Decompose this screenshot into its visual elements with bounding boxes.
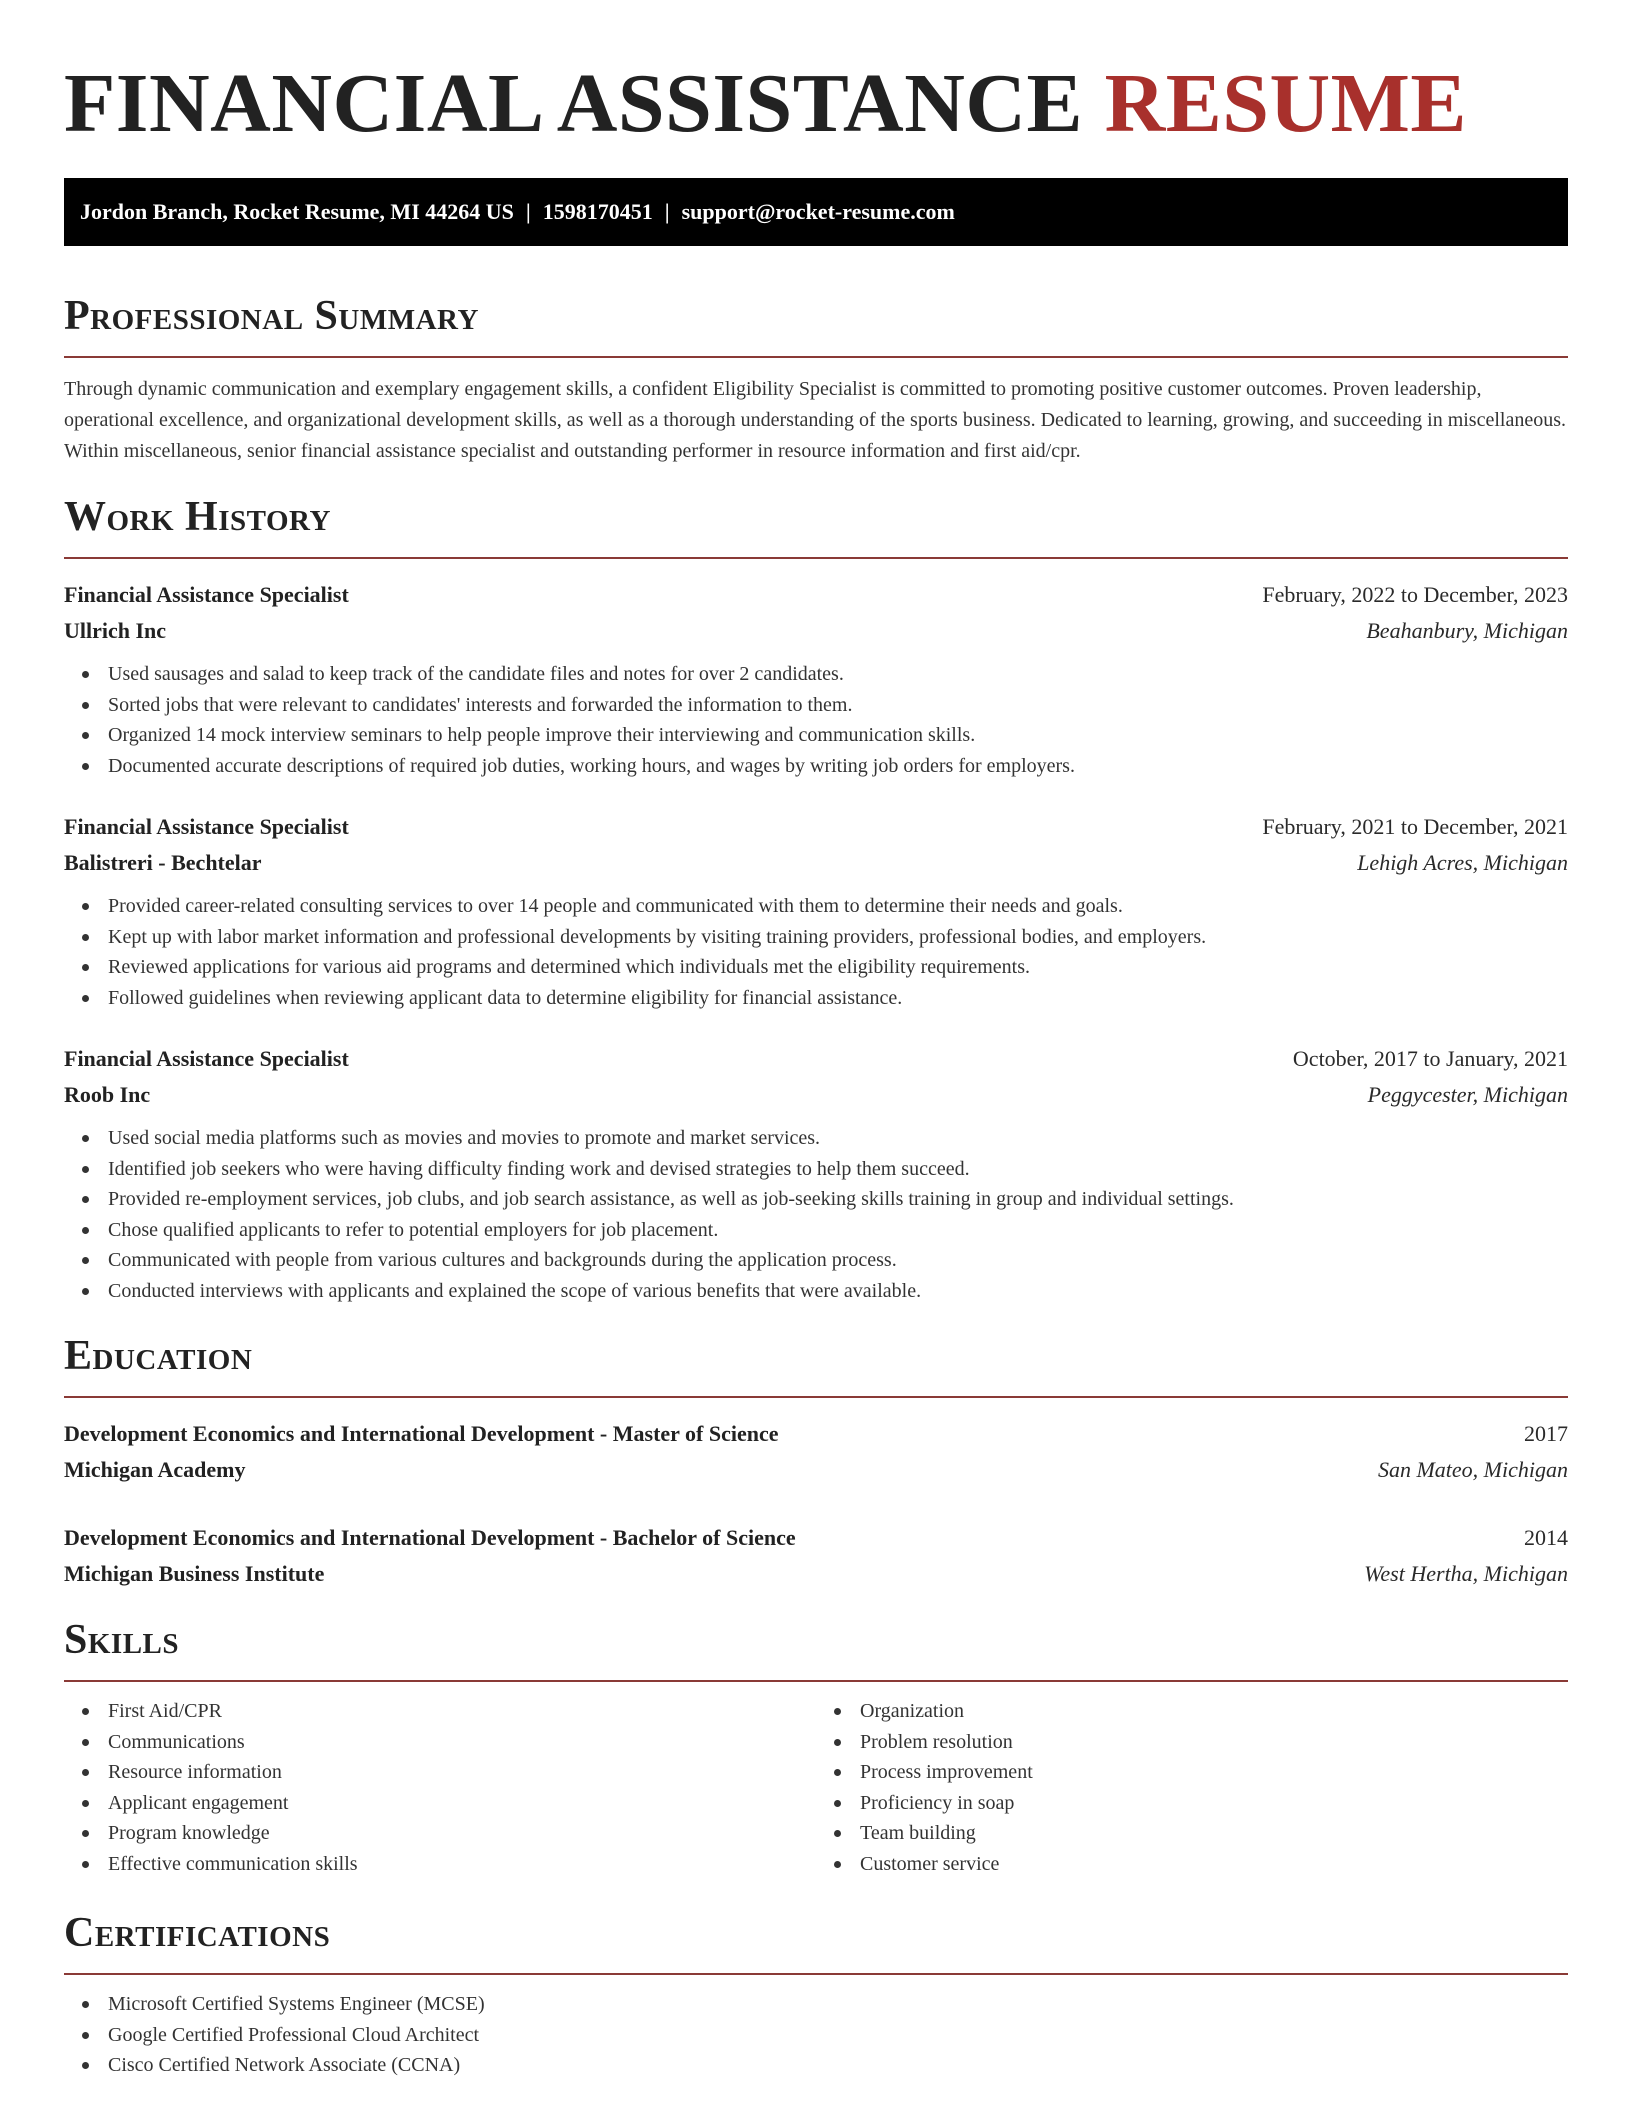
job-dates: February, 2021 to December, 2021 bbox=[1262, 814, 1568, 839]
summary-text: Through dynamic communication and exemplary engagement skills, a confident Eligibility Specialist is committed to promoting positive customer outcomes. Proven leadership, operational excellence, and organizational development skills, as well as a thorough understanding of the sports business. Dedicated to learning, growing, and succeeding in miscellaneous. Within miscellaneous, senior financial assistance specialist and outstanding performer in resource information and first aid/cpr. bbox=[64, 378, 1566, 462]
section-heading-work-history: Work History bbox=[64, 491, 1568, 559]
education-school-row bbox=[64, 1556, 1568, 1592]
skill-item: First Aid/CPR bbox=[64, 1696, 816, 1727]
list-item: Chose qualified applicants to refer to potential employers for job placement. bbox=[64, 1215, 1568, 1246]
summary-section bbox=[64, 290, 1568, 467]
education-school: Michigan Business Institute bbox=[64, 1561, 325, 1586]
job-company-row bbox=[64, 1077, 1568, 1113]
education-entry bbox=[64, 1520, 1568, 1592]
education-location: San Mateo, Michigan bbox=[1377, 1457, 1568, 1482]
job-title: Financial Assistance Specialist bbox=[64, 582, 349, 607]
skills-grid bbox=[64, 1696, 1568, 1879]
certification-item: Cisco Certified Network Associate (CCNA) bbox=[64, 2050, 1568, 2081]
job-entry bbox=[64, 1041, 1568, 1306]
contact-email: support@rocket-resume.com bbox=[681, 199, 955, 224]
job-company-row bbox=[64, 845, 1568, 881]
skill-item: Team building bbox=[816, 1818, 1568, 1849]
list-item: Organized 14 mock interview seminars to help people improve their interviewing and communication skills. bbox=[64, 720, 1568, 751]
education-year: 2017 bbox=[1524, 1421, 1568, 1446]
job-title: Financial Assistance Specialist bbox=[64, 814, 349, 839]
contact-separator: | bbox=[664, 199, 670, 224]
skill-item: Effective communication skills bbox=[64, 1849, 816, 1880]
contact-address: Jordon Branch, Rocket Resume, MI 44264 US bbox=[80, 199, 514, 224]
list-item: Kept up with labor market information and professional developments by visiting training providers, professional bodies, and employers. bbox=[64, 922, 1568, 953]
skills-list-right bbox=[816, 1696, 1568, 1879]
job-duties-list bbox=[64, 891, 1568, 1013]
job-duties-list bbox=[64, 1123, 1568, 1306]
section-heading-summary: Professional Summary bbox=[64, 290, 1568, 358]
skill-item: Process improvement bbox=[816, 1757, 1568, 1788]
certifications-section bbox=[64, 1907, 1568, 2081]
education-degree: Development Economics and International Development - Master of Science bbox=[64, 1421, 779, 1446]
education-entry bbox=[64, 1416, 1568, 1488]
education-degree: Development Economics and International Development - Bachelor of Science bbox=[64, 1525, 796, 1550]
list-item: Followed guidelines when reviewing applicant data to determine eligibility for financial assistance. bbox=[64, 983, 1568, 1014]
contact-bar bbox=[64, 178, 1568, 246]
skill-item: Program knowledge bbox=[64, 1818, 816, 1849]
list-item: Identified job seekers who were having difficulty finding work and devised strategies to help them succeed. bbox=[64, 1154, 1568, 1185]
job-entry bbox=[64, 577, 1568, 781]
section-heading-skills: Skills bbox=[64, 1614, 1568, 1682]
skills-list-left bbox=[64, 1696, 816, 1879]
certification-item: Microsoft Certified Systems Engineer (MCSE) bbox=[64, 1989, 1568, 2020]
skill-item: Organization bbox=[816, 1696, 1568, 1727]
skill-item: Applicant engagement bbox=[64, 1788, 816, 1819]
section-heading-education: Education bbox=[64, 1330, 1568, 1398]
list-item: Provided career-related consulting services to over 14 people and communicated with them to determine their needs and goals. bbox=[64, 891, 1568, 922]
job-dates: February, 2022 to December, 2023 bbox=[1262, 582, 1568, 607]
job-company-row bbox=[64, 613, 1568, 649]
education-header-row bbox=[64, 1416, 1568, 1452]
list-item: Conducted interviews with applicants and explained the scope of various benefits that were available. bbox=[64, 1276, 1568, 1307]
contact-phone: 1598170451 bbox=[542, 199, 653, 224]
education-school: Michigan Academy bbox=[64, 1457, 246, 1482]
job-company: Balistreri - Bechtelar bbox=[64, 850, 262, 875]
list-item: Communicated with people from various cultures and backgrounds during the application process. bbox=[64, 1245, 1568, 1276]
list-item: Used social media platforms such as movies and movies to promote and market services. bbox=[64, 1123, 1568, 1154]
certification-item: Google Certified Professional Cloud Architect bbox=[64, 2020, 1568, 2051]
job-header-row bbox=[64, 577, 1568, 613]
job-location: Lehigh Acres, Michigan bbox=[1357, 850, 1568, 875]
list-item: Documented accurate descriptions of required job duties, working hours, and wages by writing job orders for employers. bbox=[64, 751, 1568, 782]
certifications-list bbox=[64, 1989, 1568, 2081]
skills-section bbox=[64, 1614, 1568, 1879]
resume-page bbox=[64, 0, 1568, 2081]
education-year: 2014 bbox=[1524, 1525, 1568, 1550]
title-main: FINANCIAL ASSISTANCE bbox=[64, 57, 1084, 150]
section-heading-certifications: Certifications bbox=[64, 1907, 1568, 1975]
job-company: Ullrich Inc bbox=[64, 618, 167, 643]
education-header-row bbox=[64, 1520, 1568, 1556]
job-title: Financial Assistance Specialist bbox=[64, 1046, 349, 1071]
skill-item: Customer service bbox=[816, 1849, 1568, 1880]
resume-title bbox=[64, 56, 1568, 152]
skill-item: Proficiency in soap bbox=[816, 1788, 1568, 1819]
list-item: Used sausages and salad to keep track of the candidate files and notes for over 2 candidates. bbox=[64, 659, 1568, 690]
skill-item: Problem resolution bbox=[816, 1727, 1568, 1758]
job-dates: October, 2017 to January, 2021 bbox=[1292, 1046, 1568, 1071]
skill-item: Communications bbox=[64, 1727, 816, 1758]
contact-separator: | bbox=[525, 199, 531, 224]
education-location: West Hertha, Michigan bbox=[1364, 1561, 1568, 1586]
job-header-row bbox=[64, 1041, 1568, 1077]
job-location: Peggycester, Michigan bbox=[1367, 1082, 1568, 1107]
work-history-section bbox=[64, 491, 1568, 1306]
education-school-row bbox=[64, 1452, 1568, 1488]
skill-item: Resource information bbox=[64, 1757, 816, 1788]
education-section bbox=[64, 1330, 1568, 1592]
job-company: Roob Inc bbox=[64, 1082, 151, 1107]
list-item: Reviewed applications for various aid programs and determined which individuals met the eligibility requirements. bbox=[64, 952, 1568, 983]
list-item: Sorted jobs that were relevant to candidates' interests and forwarded the information to them. bbox=[64, 690, 1568, 721]
job-duties-list bbox=[64, 659, 1568, 781]
job-entry bbox=[64, 809, 1568, 1013]
title-accent: RESUME bbox=[1104, 57, 1467, 150]
list-item: Provided re-employment services, job clubs, and job search assistance, as well as job-seeking skills training in group and individual settings. bbox=[64, 1184, 1568, 1215]
job-header-row bbox=[64, 809, 1568, 845]
job-location: Beahanbury, Michigan bbox=[1366, 618, 1568, 643]
